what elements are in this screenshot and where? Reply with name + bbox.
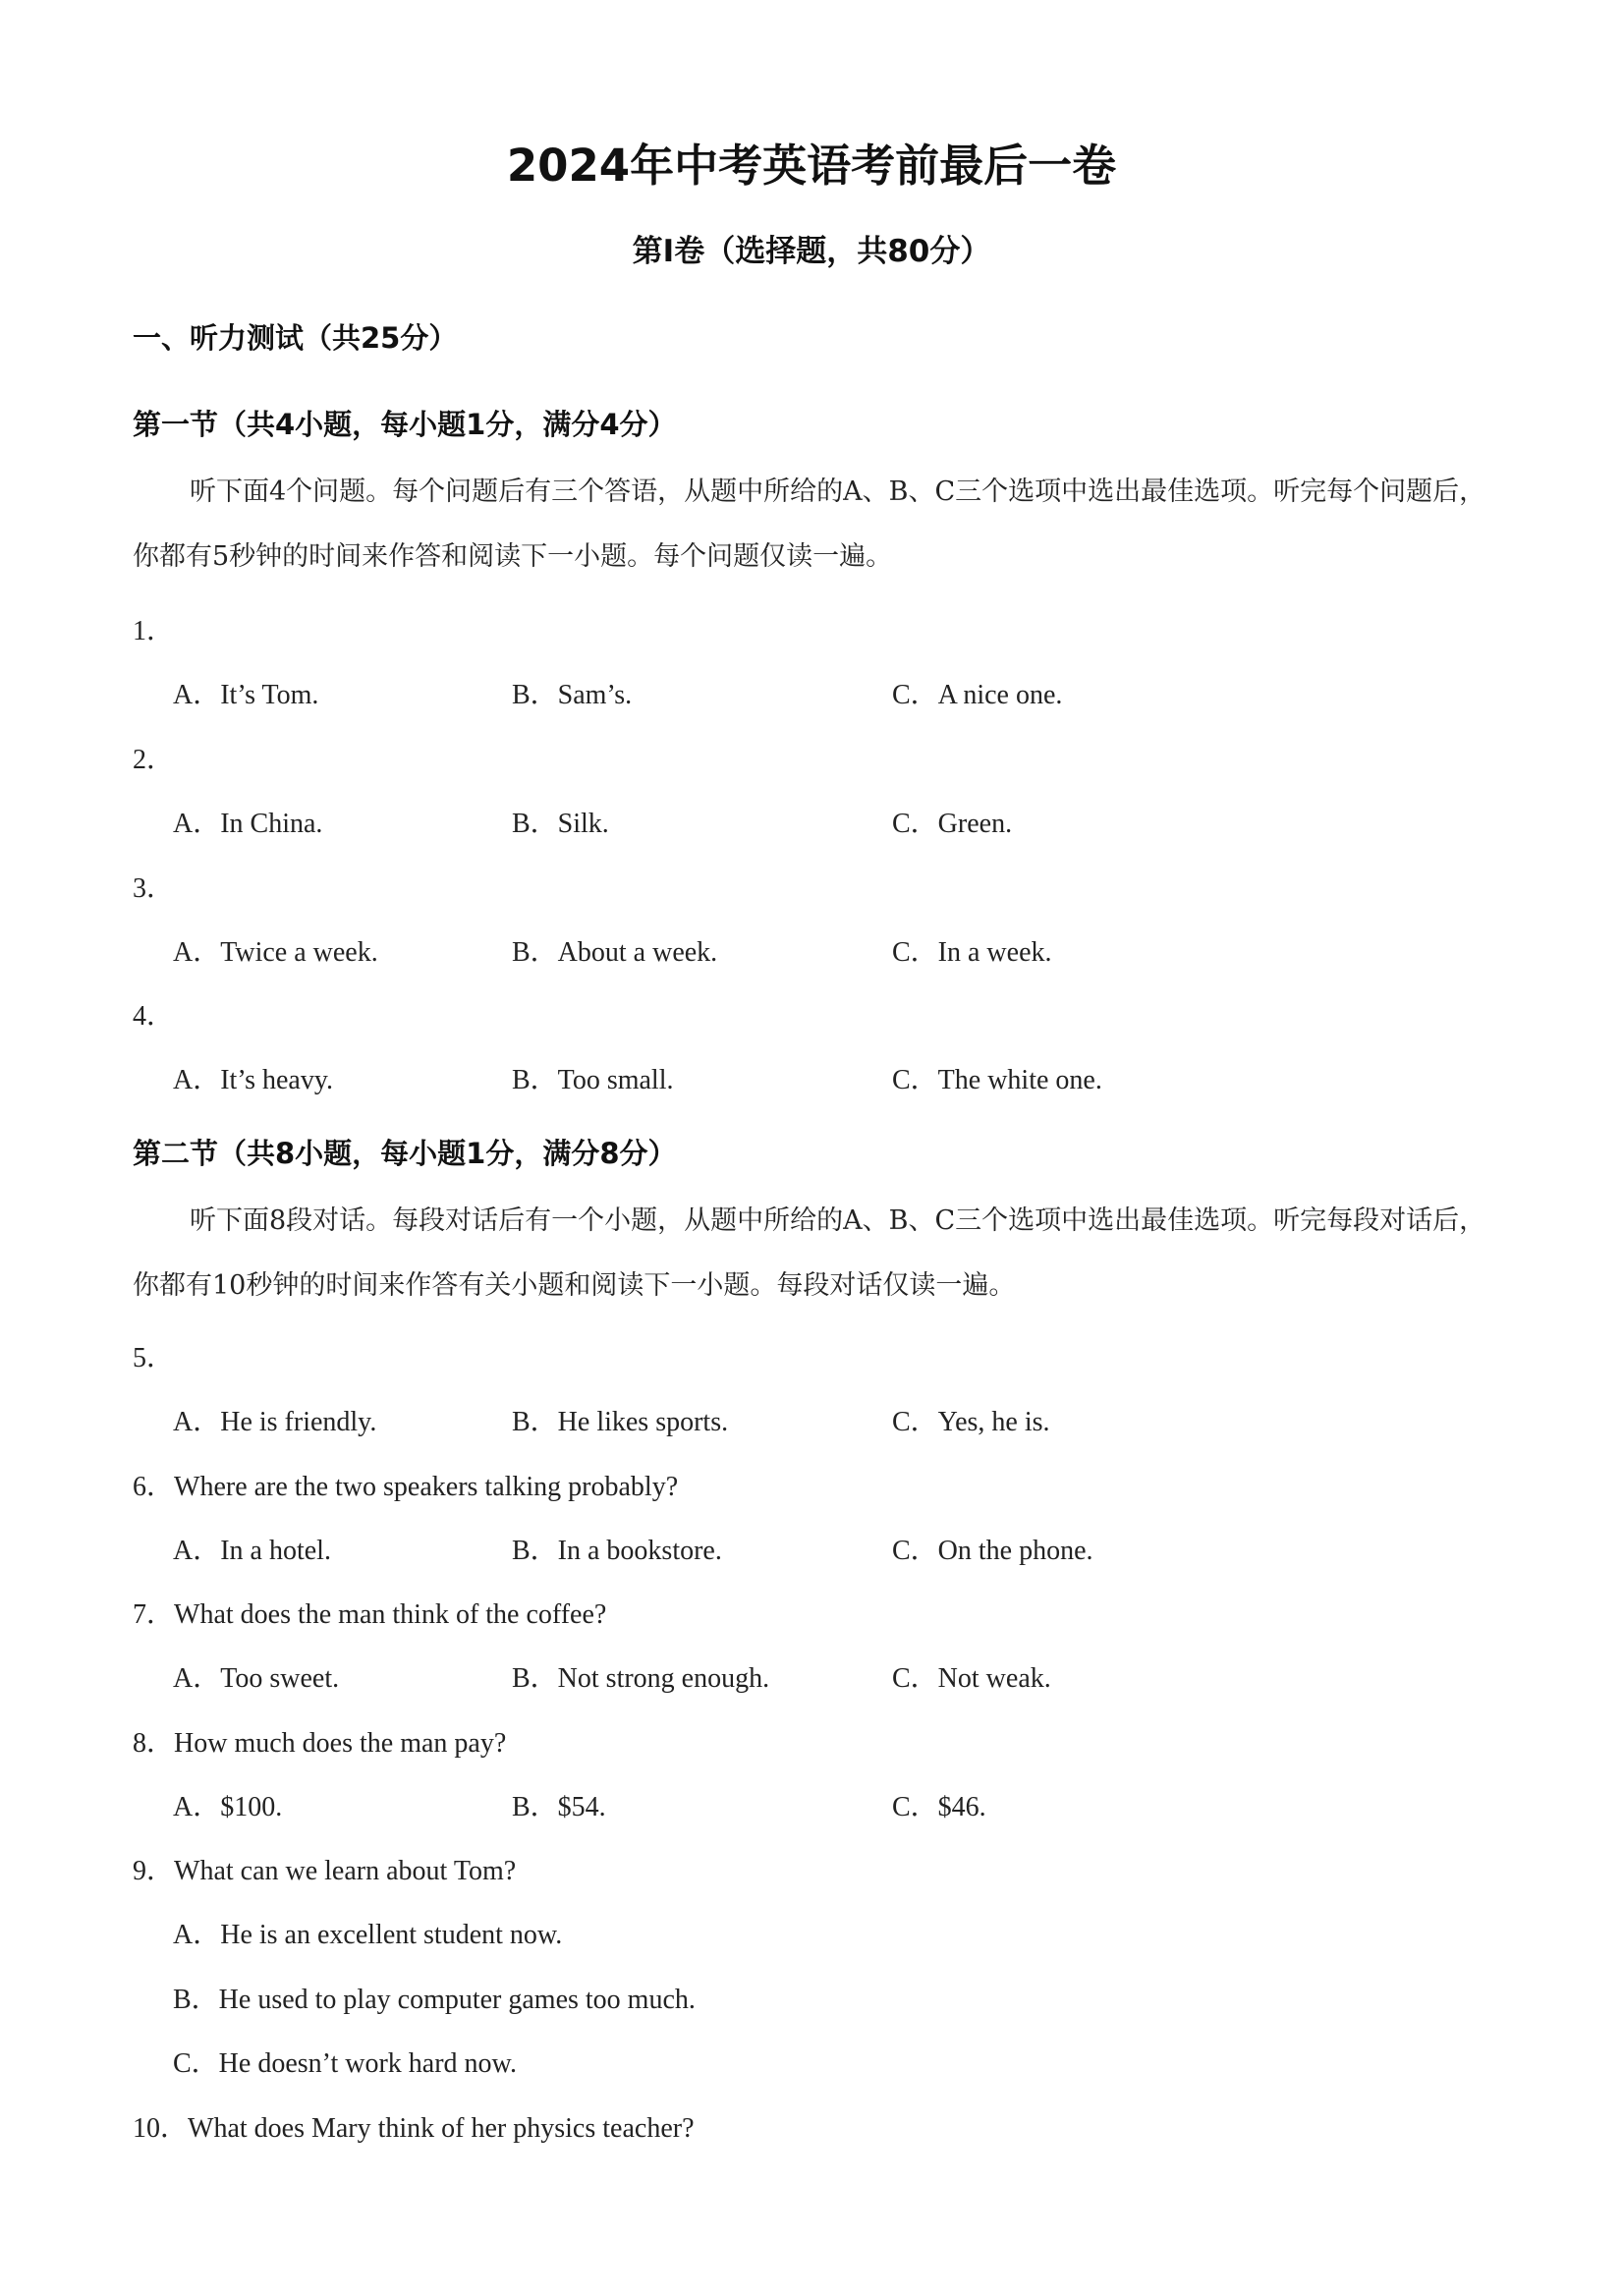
question-item: [133, 1465, 678, 1504]
option-b: B．$54.: [512, 1792, 606, 1822]
question-number: 2．: [133, 745, 175, 775]
question-item: [133, 2106, 695, 2146]
option-b: B．He used to play computer games too much.: [173, 1985, 696, 2015]
option-c: C．On the phone.: [892, 1536, 1093, 1566]
option-b: B．Sam’s.: [512, 680, 633, 710]
question-number: 1．: [133, 616, 175, 646]
section-heading-1: 第一节（共4小题，每小题1分，满分4分）: [133, 408, 677, 441]
question-number: 4．: [133, 1001, 175, 1032]
section-heading-2: 第二节（共8小题，每小题1分，满分8分）: [133, 1137, 677, 1170]
question-number: 8．: [133, 1728, 175, 1759]
option-a: A．It’s Tom.: [173, 680, 319, 710]
option-b: B．Silk.: [512, 809, 609, 839]
question-text: What does Mary think of her physics teacher?: [188, 2113, 695, 2144]
question-text: What can we learn about Tom?: [174, 1856, 517, 1886]
option-b: B．Not strong enough.: [512, 1663, 770, 1694]
option-c: C．Yes, he is.: [892, 1407, 1050, 1437]
option-c: C．A nice one.: [892, 680, 1063, 710]
question-item: [133, 1593, 606, 1632]
option-c: C．Not weak.: [892, 1663, 1051, 1694]
option-a: A．Too sweet.: [173, 1663, 340, 1694]
option-c: C．$46.: [892, 1792, 986, 1822]
question-item: [133, 1849, 516, 1888]
question-text: Where are the two speakers talking probably?: [174, 1472, 679, 1502]
option-c: C．The white one.: [892, 1065, 1102, 1095]
option-c: C．In a week.: [892, 937, 1052, 968]
page-subtitle: 第I卷（选择题，共80分）: [632, 234, 991, 269]
option-b: B．Too small.: [512, 1065, 674, 1095]
option-a: A．He is friendly.: [173, 1407, 377, 1437]
part-heading: 一、听力测试（共25分）: [133, 321, 458, 355]
question-number: 3．: [133, 873, 175, 904]
question-text: What does the man think of the coffee?: [174, 1599, 607, 1630]
option-a: A．It’s heavy.: [173, 1065, 334, 1095]
option-a: A．Twice a week.: [173, 937, 378, 968]
question-number: 6．: [133, 1472, 175, 1502]
question-text: How much does the man pay?: [174, 1728, 507, 1759]
option-b: B．He likes sports.: [512, 1407, 729, 1437]
option-b: B．In a bookstore.: [512, 1536, 722, 1566]
option-a: A．He is an excellent student now.: [173, 1920, 563, 1950]
question-number: 10．: [133, 2113, 189, 2144]
section-instructions-2: 听下面8段对话。每段对话后有一个小题，从题中所给的A、B、C三个选项中选出最佳选项。听完每段对话后，你都有10秒钟的时间来作答有关小题和阅读下一小题。每段对话仅读一遍。: [133, 1205, 1486, 1301]
question-number: 5．: [133, 1343, 175, 1373]
page-title: 2024年中考英语考前最后一卷: [506, 140, 1117, 192]
option-c: C．Green.: [892, 809, 1013, 839]
option-a: A．In China.: [173, 809, 323, 839]
section-instructions-1: 听下面4个问题。每个问题后有三个答语，从题中所给的A、B、C三个选项中选出最佳选项。听完每个问题后，你都有5秒钟的时间来作答和阅读下一小题。每个问题仅读一遍。: [133, 476, 1486, 572]
option-c: C．He doesn’t work hard now.: [173, 2048, 517, 2079]
option-b: B．About a week.: [512, 937, 718, 968]
option-a: A．In a hotel.: [173, 1536, 331, 1566]
question-number: 7．: [133, 1599, 175, 1630]
question-item: [133, 1721, 506, 1761]
option-a: A．$100.: [173, 1792, 283, 1822]
question-number: 9．: [133, 1856, 175, 1886]
